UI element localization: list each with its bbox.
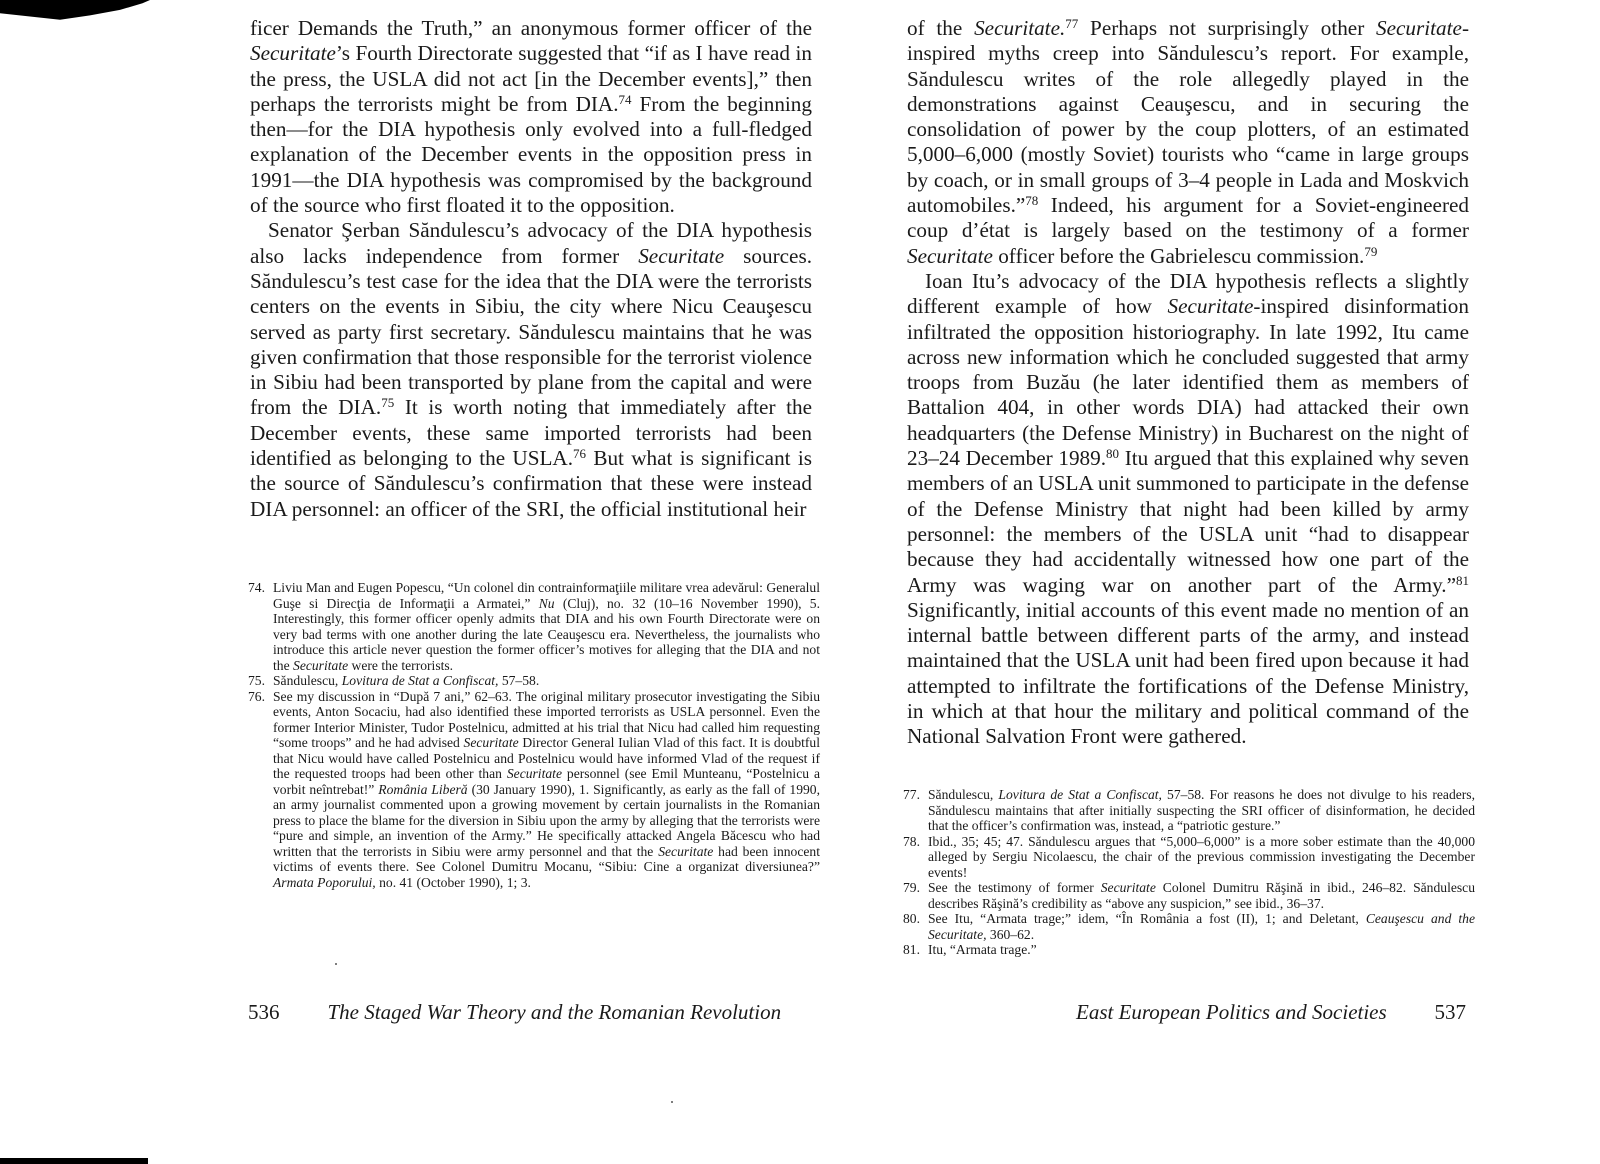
footnote-text: Săndulescu, Lovitura de Stat a Confiscat, 57–58.: [273, 673, 540, 688]
scan-speck: [335, 963, 337, 965]
footnote-number: 81.: [903, 942, 920, 957]
left-page-footer: [248, 1000, 808, 1025]
footnote-text: See the testimony of former Securitate Colonel Dumitru Răşină in ibid., 246–82. Săndulescu describes Răşină’s credibility as “above any suspicion,” see ibid., 36–37.: [928, 880, 1476, 911]
paragraph: Senator Şerban Săndulescu’s advocacy of the DIA hypothesis also lacks independence from former Securitate sources. Săndulescu’s test case for the idea that the DIA were the terrorists centers on the events in Sibiu, the city where Nicu Ceauşescu served as party first secretary. Săndulescu maintains that he was given confirmation that those responsible for the terrorist violence in Sibiu had been transported by plane from the capital and were from the DIA.$^{75}$ It is worth noting that immediately after the December events, these same imported terrorists had been identified as belonging to the USLA.$^{76}$ But what is significant is the source of Săndulescu’s confirmation that these were instead DIA personnel: an officer of the SRI, the official institutional heir: [250, 218, 812, 521]
paragraph: ficer Demands the Truth,” an anonymous former officer of the Securitate’s Fourth Directorate suggested that “if as I have read in the press, the USLA did not act [in the December events],” then perhaps the terrorists might be from DIA.$^{74}$ From the beginning then—for the DIA hypothesis only evolved into a full-fledged explanation of the December events in the opposition press in 1991—the DIA hypothesis was compromised by the background of the source who first floated it to the opposition.: [250, 16, 812, 218]
footnote-number: 77.: [903, 787, 920, 802]
page-number: 536: [248, 1000, 280, 1024]
page-number: 537: [1434, 1000, 1466, 1024]
footnote-text: Ibid., 35; 45; 47. Săndulescu argues that “5,000–6,000” is a more sober estimate than the 40,000 alleged by Sergiu Nicolaescu, the chair of the previous commission investigating the December events!: [928, 833, 1475, 880]
footnote-text: See Itu, “Armata trage;” idem, “În România a fost (II), 1; and Deletant, Ceauşescu and the Securitate, 360–62.: [928, 911, 1475, 942]
footnote-reference: 78: [1025, 192, 1039, 208]
left-page-footnotes: [248, 580, 820, 890]
footnote-reference: 81: [1456, 572, 1469, 588]
footnote-reference: 79: [1364, 243, 1378, 259]
footnote-number: 74.: [248, 580, 265, 595]
paragraph: of the Securitate.$^{77}$ Perhaps not surprisingly other Securitate-inspired myths creep into Săndulescu’s report. For example, Săndulescu writes of the role allegedly played in the demonstrations against Ceauşescu, and in securing the consolidation of power by the coup plotters, of an estimated 5,000–6,000 (mostly Soviet) tourists who “came in large groups by coach, or in small groups of 3–4 people in Lada and Moskvich automobiles.”$^{78}$ Indeed, his argument for a Soviet-engineered coup d’état is largely based on the testimony of a former Securitate officer before the Gabrielescu commission.$^{79}$: [907, 15, 1469, 268]
right-page-footer: [1076, 1000, 1466, 1025]
right-page-footnotes: [903, 787, 1475, 958]
footnote: [903, 787, 1475, 834]
footnote-reference: 74: [618, 91, 632, 107]
footnote-text: Săndulescu, Lovitura de Stat a Confiscat, 57–58. For reasons he does not divulge to his readers, Săndulescu maintains that after initially suspecting the SRI officer of disinformation, he decided that the officer’s confirmation was, instead, a “patriotic gesture.”: [928, 787, 1475, 833]
footnote-number: 79.: [903, 880, 920, 895]
footnote: [248, 580, 820, 673]
footnote-reference: 77: [1065, 15, 1079, 31]
footnote: [903, 911, 1475, 942]
right-page-body: [907, 16, 1469, 750]
footnote-text: Itu, “Armata trage.”: [928, 942, 1037, 957]
paragraph: Ioan Itu’s advocacy of the DIA hypothesis reflects a slightly different example of how Securitate-inspired disinformation infiltrated the opposition historiography. In late 1992, Itu came across new information which he concluded suggested that army troops from Buzău (he later identified them as members of Battalion 404, in other words DIA) had attacked their own headquarters (the Defense Ministry) in Bucharest on the night of 23–24 December 1989.80 Itu argued that this explained why seven members of an USLA unit summoned to participate in the defense of the Defense Ministry that night had been killed by army personnel: the members of the USLA unit “had to disappear because they had accidentally witnessed how one part of the Army was waging war on another part of the Army.”$^{81}$ Significantly, initial accounts of this event made no mention of an internal battle between different parts of the army, and instead maintained that the USLA unit had been fired upon because it had attempted to infiltrate the fortifications of the Defense Ministry, in which at that hour the military and political command of the National Salvation Front were gathered.: [907, 268, 1469, 749]
left-page-body: [250, 16, 812, 522]
footnote-number: 80.: [903, 911, 920, 926]
footnote-reference: 80: [1106, 445, 1120, 461]
scan-edge-shadow-bottom: [0, 1158, 148, 1164]
footnote: [248, 689, 820, 891]
footnote: [903, 942, 1475, 958]
footnote-number: 76.: [248, 688, 265, 704]
scan-speck: [671, 1101, 673, 1103]
running-head: East European Politics and Societies: [1076, 1000, 1387, 1024]
footnote: [903, 834, 1475, 881]
footnote-reference: 75: [381, 395, 395, 411]
footnote: [903, 880, 1475, 911]
running-head: The Staged War Theory and the Romanian Revolution: [327, 1000, 782, 1024]
footnote-number: 75.: [248, 673, 265, 688]
scan-edge-shadow-top: [0, 0, 150, 22]
footnote: [248, 673, 820, 689]
footnote-number: 78.: [903, 833, 920, 849]
footnote-text: See my discussion in “După 7 ani,” 62–63. The original military prosecutor investigating the Sibiu events, Anton Socaciu, had also identified these imported terrorists as USLA personnel. Even the former Interior Minister, Tudor Postelnicu, admitted at his trial that Nicu had called him requesting “some troops” and he had advised Securitate Director General Iulian Vlad of this fact. It is doubtful that Nicu would have called Postelnicu and Postelnicu would have informed Vlad of the request if the requested troops had been other than Securitate personnel (see Emil Munteanu, “Postelnicu a vorbit neîntrebat!” România Liberă (30 January 1990), 1. Significantly, as early as the fall of 1990, an army journalist commented upon a growing movement by certain journalists in the Romanian press to place the blame for the diversion in Sibiu upon the army by alleging that the terrorists were “pure and simple, an invention of the Army.” He specifically attacked Angela Băcescu who had written that the terrorists in Sibiu were army personnel and that the Securitate had been innocent victims of events there. See Colonel Dumitru Mocanu, “Sibiu: Cine a organizat diversiunea?” Armata Poporului, no. 41 (October 1990), 1; 3.: [273, 688, 820, 890]
footnote-text: Liviu Man and Eugen Popescu, “Un colonel din contrainformaţiile militare vrea adevărul: Generalul Guşe si Direcţia de Informaţii a Armatei,” Nu (Cluj), no. 32 (10–16 November 1990), 5. Interestingly, this former officer openly admits that DIA and his own Fourth Directorate were on very bad terms with one another during the late Ceauşescu era. Nevertheless, the journalists who introduce this article never question the former officer’s motives for alleging that the DIA and not the Securitate were the terrorists.: [273, 580, 820, 673]
footnote-reference: 76: [573, 445, 587, 461]
